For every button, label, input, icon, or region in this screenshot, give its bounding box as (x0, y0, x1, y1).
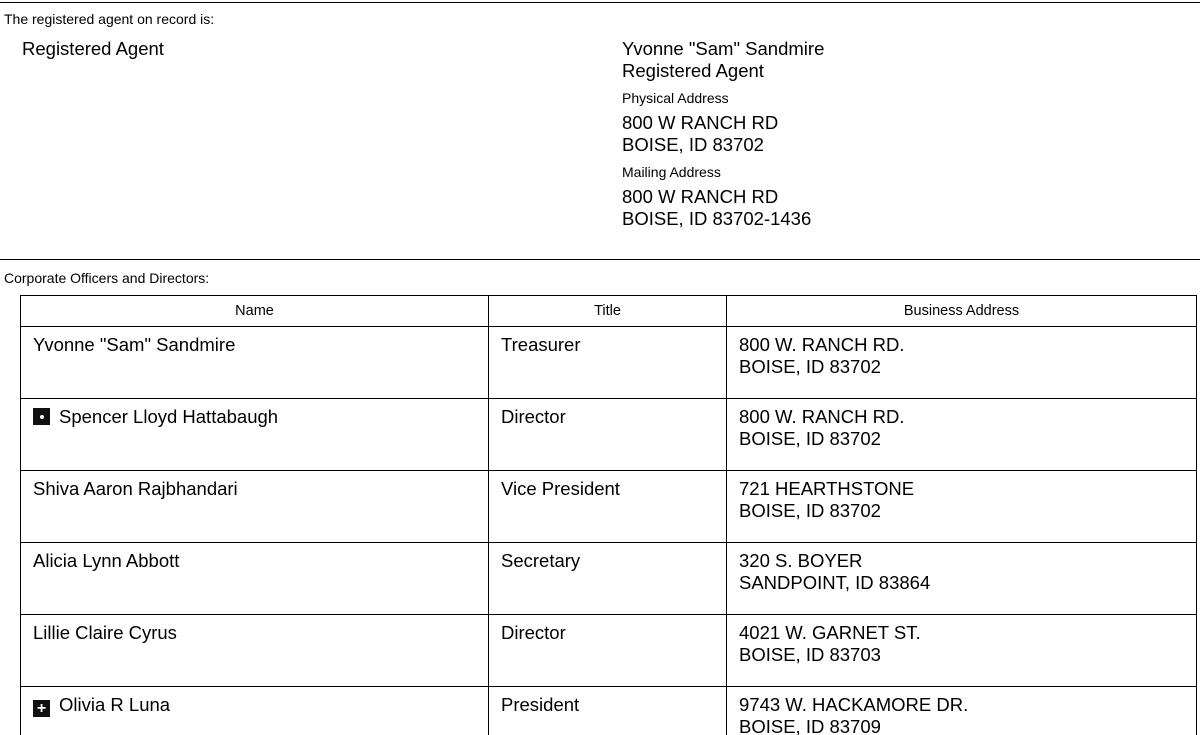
address-line1: 4021 W. GARNET ST. (739, 622, 921, 643)
address-line1: 721 HEARTHSTONE (739, 478, 915, 499)
officer-address-cell (727, 543, 1197, 615)
column-header-title: Title (489, 296, 727, 327)
table-row (21, 471, 1197, 543)
address-line2: BOISE, ID 83702 (739, 356, 881, 377)
officer-name-cell (21, 471, 489, 543)
officer-address-cell (727, 615, 1197, 687)
physical-address-line2: BOISE, ID 83702 (622, 134, 764, 155)
table-row (21, 687, 1197, 735)
officer-name: Yvonne "Sam" Sandmire (33, 334, 236, 355)
officers-table (20, 295, 1197, 735)
officer-address-cell (727, 687, 1197, 735)
address-line1: 800 W. RANCH RD. (739, 406, 905, 427)
officer-name: Shiva Aaron Rajbhandari (33, 478, 238, 499)
officer-name: Alicia Lynn Abbott (33, 550, 180, 571)
officer-name-cell (21, 399, 489, 471)
dot-icon[interactable] (33, 408, 50, 425)
table-header-row (21, 296, 1197, 327)
mailing-address-line1: 800 W RANCH RD (622, 186, 779, 207)
table-row (21, 327, 1197, 399)
officer-address-cell (727, 327, 1197, 399)
mailing-address-line2: BOISE, ID 83702-1436 (622, 208, 812, 229)
address-line2: SANDPOINT, ID 83864 (739, 572, 931, 593)
address-line1: 9743 W. HACKAMORE DR. (739, 694, 969, 715)
top-divider (0, 2, 1200, 3)
officer-name-cell (21, 687, 489, 735)
column-header-business-address: Business Address (727, 296, 1197, 327)
physical-address-line1: 800 W RANCH RD (622, 112, 779, 133)
table-row (21, 399, 1197, 471)
officer-title: Director (489, 399, 727, 471)
officer-name: Spencer Lloyd Hattabaugh (59, 406, 279, 427)
officer-title: Secretary (489, 543, 727, 615)
officer-title: Director (489, 615, 727, 687)
officer-title: President (489, 687, 727, 735)
registered-agent-details (622, 38, 1182, 230)
table-row (21, 543, 1197, 615)
agent-name: Yvonne "Sam" Sandmire (622, 38, 825, 59)
physical-address-label: Physical Address (622, 90, 729, 106)
officer-title: Treasurer (489, 327, 727, 399)
section-divider (0, 259, 1200, 260)
officers-heading: Corporate Officers and Directors: (4, 270, 210, 286)
officer-address-cell (727, 399, 1197, 471)
address-line2: BOISE, ID 83709 (739, 716, 881, 735)
officer-name-cell (21, 327, 489, 399)
address-line1: 800 W. RANCH RD. (739, 334, 905, 355)
officer-title: Vice President (489, 471, 727, 543)
officer-name-cell (21, 615, 489, 687)
address-line2: BOISE, ID 83703 (739, 644, 881, 665)
officer-name: Lillie Claire Cyrus (33, 622, 177, 643)
address-line2: BOISE, ID 83702 (739, 428, 881, 449)
registered-agent-label: Registered Agent (22, 38, 164, 59)
address-line2: BOISE, ID 83702 (739, 500, 881, 521)
mailing-address-label: Mailing Address (622, 164, 721, 180)
address-line1: 320 S. BOYER (739, 550, 863, 571)
officer-address-cell (727, 471, 1197, 543)
officer-name: Olivia R Luna (59, 694, 171, 715)
registered-agent-intro: The registered agent on record is: (4, 11, 215, 27)
officer-name-cell (21, 543, 489, 615)
agent-role: Registered Agent (622, 60, 764, 81)
table-row (21, 615, 1197, 687)
column-header-name: Name (21, 296, 489, 327)
plus-icon[interactable]: + (33, 700, 50, 717)
